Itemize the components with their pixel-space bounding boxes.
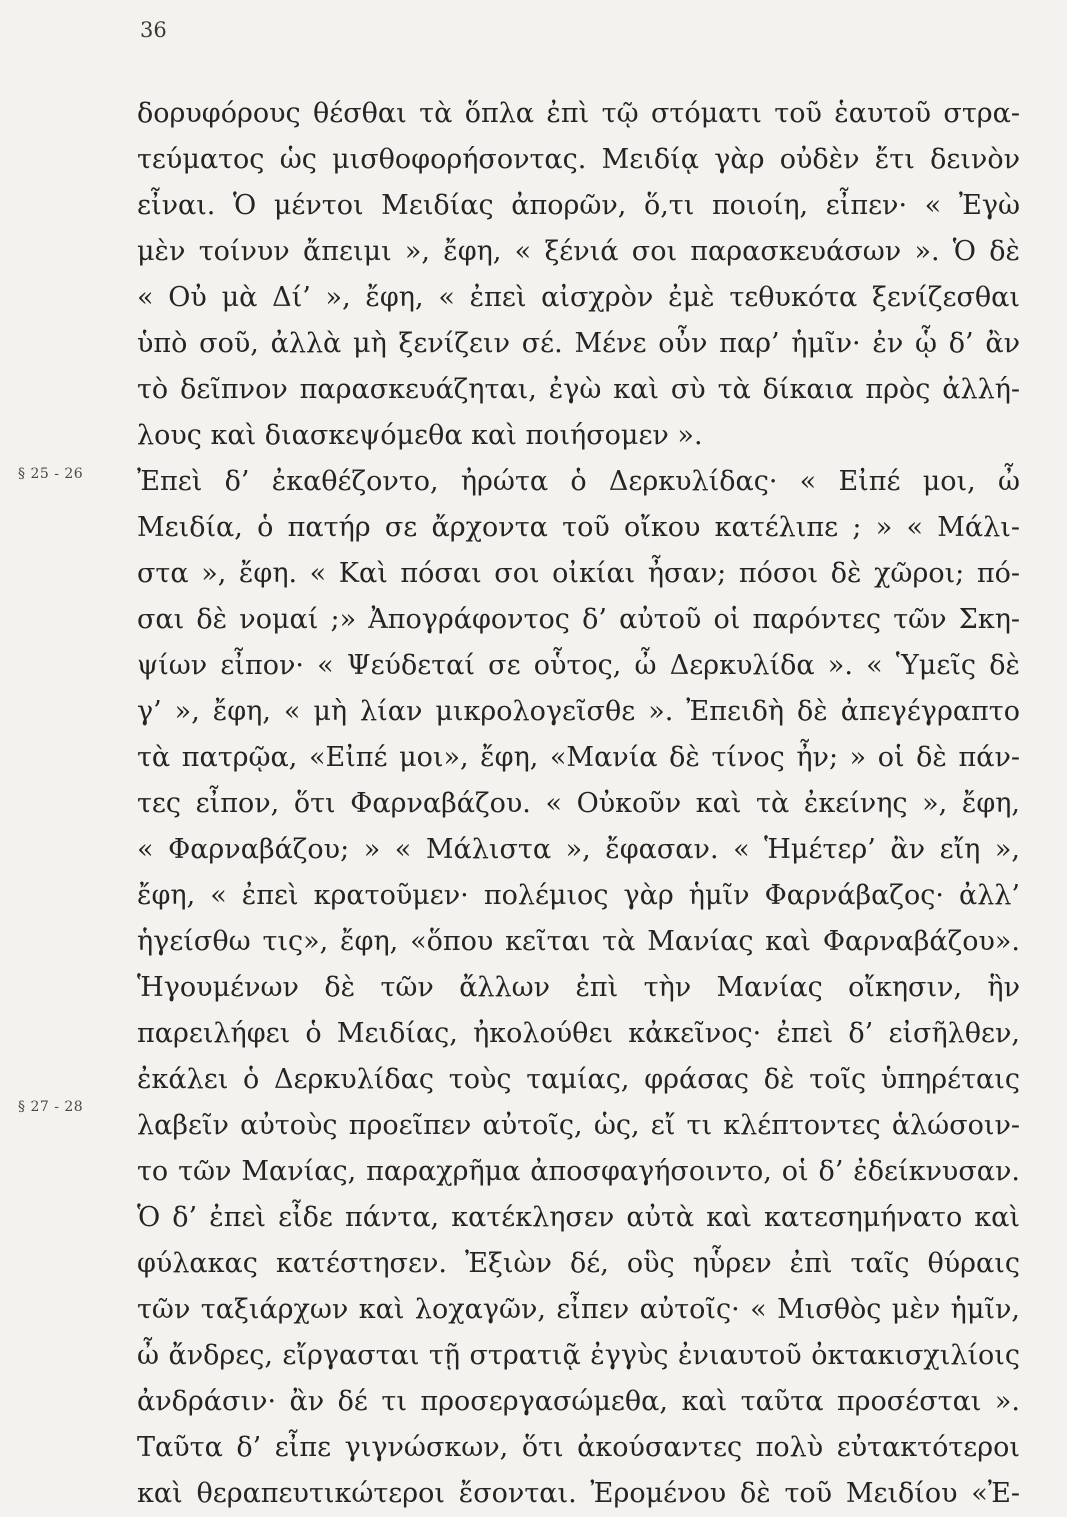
text-line: ψίων εἶπον· « Ψεύδεταί σε οὗτος, ὦ Δερκυλίδα ». « Ὑμεῖς δὲ — [137, 650, 1020, 681]
text-line: ἀνδράσιν· ἂν δέ τι προσεργασώμεθα, καὶ ταῦτα προσέσται ». — [137, 1386, 1020, 1417]
text-line: το τῶν Μανίας, παραχρῆμα ἀποσφαγήσοιντο, οἱ δ’ ἐδείκνυσαν. — [137, 1156, 1020, 1187]
text-line: στα », ἔφη. « Καὶ πόσαι σοι οἰκίαι ἦσαν; πόσοι δὲ χῶροι; πό- — [137, 558, 1020, 589]
page-number: 36 — [140, 18, 167, 42]
text-line: φύλακας κατέστησεν. Ἐξιὼν δέ, οὓς ηὗρεν ἐπὶ ταῖς θύραις — [137, 1248, 1020, 1279]
text-line: λαβεῖν αὐτοὺς προεῖπεν αὐτοῖς, ὡς, εἴ τι κλέπτοντες ἁλώσοιν- — [137, 1110, 1020, 1141]
text-line: « Οὐ μὰ Δί’ », ἔφη, « ἐπεὶ αἰσχρὸν ἐμὲ τεθυκότα ξενίζεσθαι — [137, 282, 1020, 313]
text-line: εἶναι. Ὁ μέντοι Μειδίας ἀπορῶν, ὅ,τι ποιοίη, εἶπεν· « Ἐγὼ — [137, 190, 1020, 221]
text-line: σαι δὲ νομαί ;» Ἀπογράφοντος δ’ αὐτοῦ οἱ παρόντες τῶν Σκη- — [137, 604, 1020, 635]
text-line: « Φαρναβάζου; » « Μάλιστα », ἔφασαν. « Ἡμέτερ’ ἂν εἴη », — [137, 834, 1020, 865]
text-line: Ἐπεὶ δ’ ἐκαθέζοντο, ἠρώτα ὁ Δερκυλίδας· « Εἰπέ μοι, ὦ — [137, 466, 1020, 497]
text-line: γ’ », ἔφη, « μὴ λίαν μικρολογεῖσθε ». Ἐπειδὴ δὲ ἀπεγέγραπτο — [137, 696, 1020, 727]
text-line: ὑπὸ σοῦ, ἀλλὰ μὴ ξενίζειν σέ. Μένε οὖν παρ’ ἡμῖν· ἐν ᾧ δ’ ἂν — [137, 328, 1020, 359]
text-line: Ἡγουμένων δὲ τῶν ἄλλων ἐπὶ τὴν Μανίας οἴκησιν, ἣν — [137, 972, 1020, 1003]
text-line: μὲν τοίνυν ἄπειμι », ἔφη, « ξένιά σοι παρασκευάσων ». Ὁ δὲ — [137, 236, 1020, 267]
text-line: λους καὶ διασκεψόμεθα καὶ ποιήσομεν ». — [137, 420, 703, 451]
section-marker: § 25 - 26 — [18, 466, 84, 482]
text-line: ἐκάλει ὁ Δερκυλίδας τοὺς ταμίας, φράσας δὲ τοῖς ὑπηρέταις — [137, 1064, 1020, 1095]
text-line: τῶν ταξιάρχων καὶ λοχαγῶν, εἶπεν αὐτοῖς· « Μισθὸς μὲν ἡμῖν, — [137, 1294, 1020, 1325]
section-marker: § 27 - 28 — [18, 1099, 84, 1115]
text-line: ἔφη, « ἐπεὶ κρατοῦμεν· πολέμιος γὰρ ἡμῖν Φαρνάβαζος· ἀλλ’ — [137, 880, 1020, 911]
text-line: καὶ θεραπευτικώτεροι ἔσονται. Ἐρομένου δὲ τοῦ Μειδίου «Ἐ- — [137, 1478, 1020, 1509]
text-line: ὦ ἄνδρες, εἴργασται τῇ στρατιᾷ ἐγγὺς ἐνιαυτοῦ ὀκτακισχιλίοις — [137, 1340, 1020, 1371]
text-line: Ταῦτα δ’ εἶπε γιγνώσκων, ὅτι ἀκούσαντες πολὺ εὐτακτότεροι — [137, 1432, 1020, 1463]
text-line: τὰ πατρῷα, «Εἰπέ μοι», ἔφη, «Μανία δὲ τίνος ἦν; » οἱ δὲ πάν- — [137, 742, 1020, 773]
text-line: ἡγείσθω τις», ἔφη, «ὅπου κεῖται τὰ Μανίας καὶ Φαρναβάζου». — [137, 926, 1020, 957]
text-line: τεύματος ὡς μισθοφορήσοντας. Μειδίᾳ γὰρ οὐδὲν ἔτι δεινὸν — [137, 144, 1020, 175]
text-line: τες εἶπον, ὅτι Φαρναβάζου. « Οὐκοῦν καὶ τὰ ἐκείνης », ἔφη, — [137, 788, 1020, 819]
text-line: Μειδία, ὁ πατήρ σε ἄρχοντα τοῦ οἴκου κατέλιπε ; » « Μάλι- — [137, 512, 1020, 543]
text-line: Ὁ δ’ ἐπεὶ εἶδε πάντα, κατέκλησεν αὐτὰ καὶ κατεσημήνατο καὶ — [137, 1202, 1020, 1233]
text-line: παρειλήφει ὁ Μειδίας, ἠκολούθει κἀκεῖνος· ἐπεὶ δ’ εἰσῆλθεν, — [137, 1018, 1020, 1049]
text-line: δορυφόρους θέσθαι τὰ ὅπλα ἐπὶ τῷ στόματι τοῦ ἑαυτοῦ στρα- — [137, 98, 1020, 129]
text-line: τὸ δεῖπνον παρασκευάζηται, ἐγὼ καὶ σὺ τὰ δίκαια πρὸς ἀλλή- — [137, 374, 1020, 405]
